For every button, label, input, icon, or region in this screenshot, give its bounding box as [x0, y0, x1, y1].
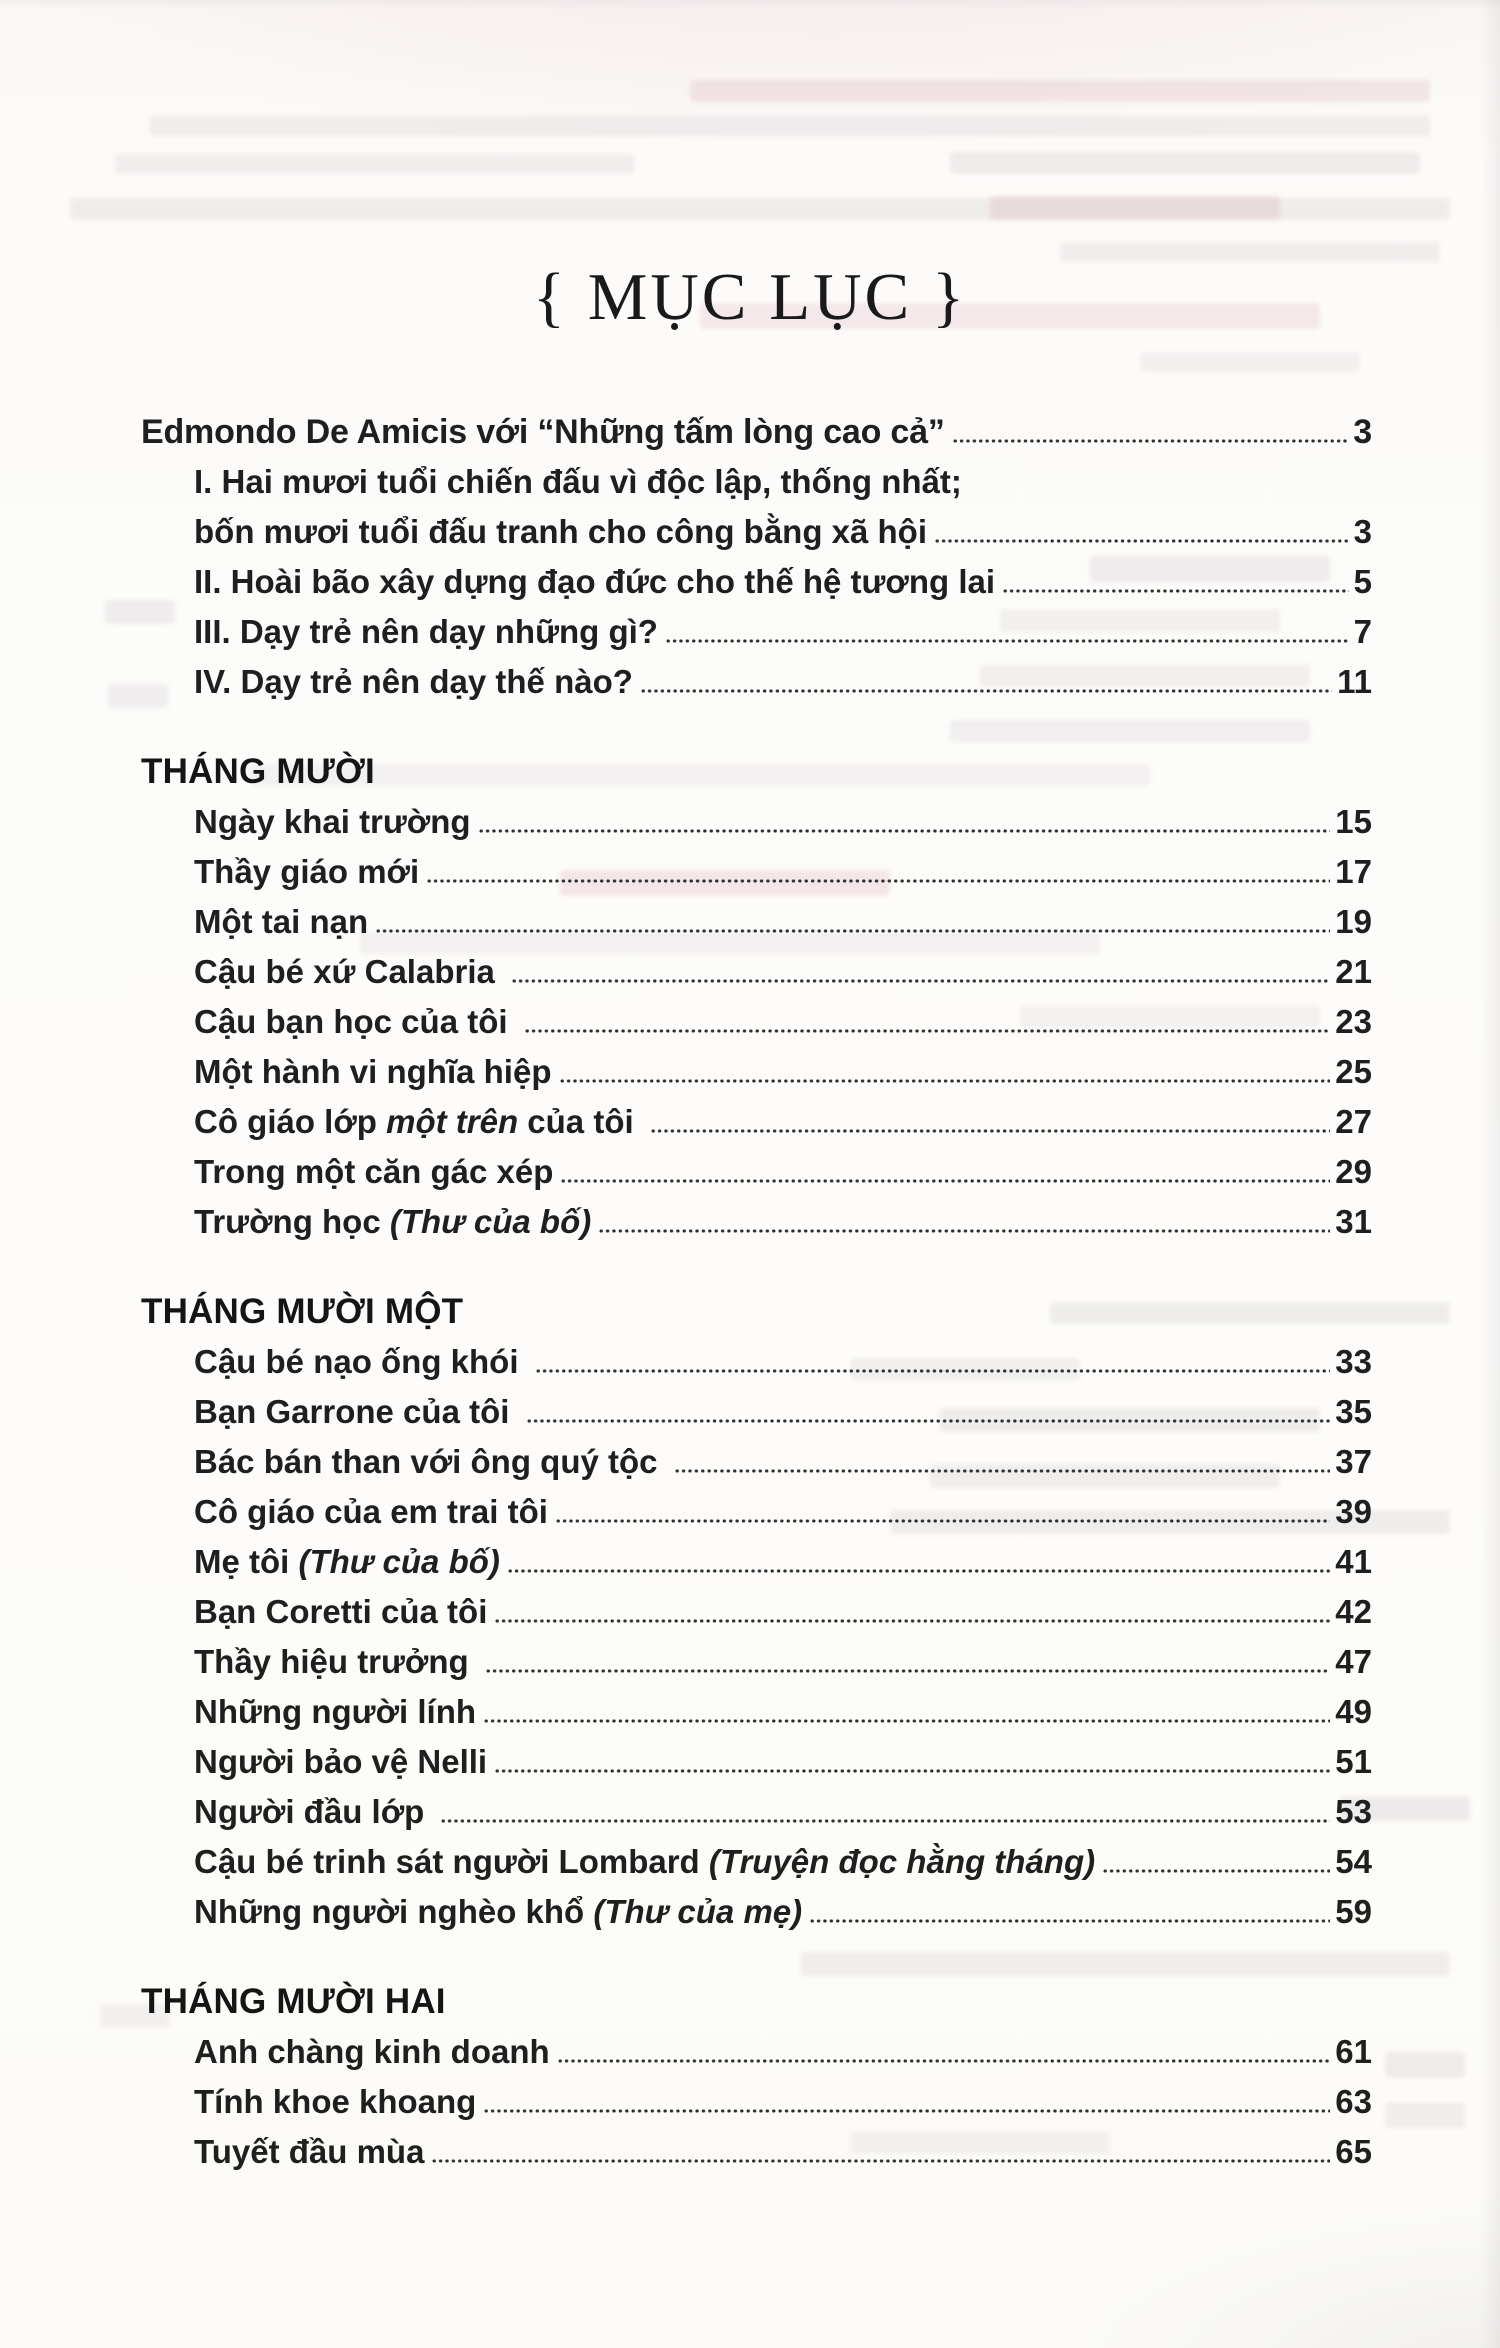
toc-entry [141, 1837, 1372, 1887]
toc-entry-label: Người đầu lớp [194, 1793, 434, 1830]
dotted-leader [486, 1669, 1330, 1673]
toc-entry-label: Trường học [194, 1203, 390, 1240]
toc-entry [141, 847, 1372, 897]
toc-entry [141, 557, 1372, 607]
toc-entry-label: Cậu bé xứ Calabria [194, 953, 505, 990]
toc-entry-page-number: 53 [1335, 1793, 1372, 1830]
toc-entry-label: Những người nghèo khổ [194, 1893, 594, 1930]
toc-entry-label: Trong một căn gác xép [194, 1153, 554, 1190]
toc-entry-page-number: 31 [1335, 1203, 1372, 1240]
ghost-text-smudge [1385, 2102, 1465, 2128]
toc-entry-page-number: 47 [1335, 1643, 1372, 1680]
dotted-leader [1103, 1869, 1330, 1873]
toc-entry-page-number: 65 [1335, 2133, 1372, 2170]
toc-entry-page-number: 39 [1335, 1493, 1372, 1530]
toc-entry-label: III. Dạy trẻ nên dạy những gì? [194, 613, 658, 650]
dotted-leader [641, 689, 1332, 693]
dotted-leader [484, 2109, 1330, 2113]
dotted-leader [599, 1229, 1330, 1233]
toc-entry-label: Cậu bé nạo ống khói [194, 1343, 528, 1380]
toc-entry-page-number: 33 [1335, 1343, 1372, 1380]
dotted-leader [479, 829, 1331, 833]
toc-entry-label: Edmondo De Amicis với “Những tấm lòng cao cả” [141, 413, 945, 451]
toc-entry [141, 1637, 1372, 1687]
toc-entry [141, 657, 1372, 707]
dotted-leader [527, 1419, 1331, 1423]
toc-entry [141, 897, 1372, 947]
toc-entry-label-italic: (Thư của bố) [389, 1203, 592, 1240]
toc-entry-label: Bạn Garrone của tôi [194, 1393, 519, 1430]
toc-entry [141, 1787, 1372, 1837]
toc-entry-page-number: 3 [1353, 413, 1372, 451]
dotted-leader [427, 879, 1330, 883]
toc-entry-label: Cậu bé trinh sát người Lombard [194, 1843, 709, 1880]
toc-entry [141, 1737, 1372, 1787]
page-title: { MỤC LỤC } [532, 259, 968, 334]
toc-entry [141, 1047, 1372, 1097]
dotted-leader [376, 929, 1330, 933]
toc-entry-wrapped-line: I. Hai mươi tuổi chiến đấu vì độc lập, thống nhất; [194, 463, 962, 500]
toc-entry-page-number: 25 [1335, 1053, 1372, 1090]
toc-entry [141, 1887, 1372, 1937]
dotted-leader [536, 1369, 1331, 1373]
toc-entry [141, 1687, 1372, 1737]
toc-entry [141, 797, 1372, 847]
toc-entry-page-number: 19 [1335, 903, 1372, 940]
toc-entry-page-number: 5 [1353, 563, 1372, 600]
dotted-leader [560, 1079, 1331, 1083]
toc-entry [141, 1197, 1372, 1247]
toc-entry-label: Một tai nạn [194, 903, 369, 940]
toc-entry [141, 1147, 1372, 1197]
dotted-leader [432, 2159, 1330, 2163]
toc-entry-page-number: 41 [1335, 1543, 1372, 1580]
toc-entry-label-italic: (Truyện đọc hằng tháng) [708, 1843, 1096, 1880]
toc-entry-label-italic: một trên [386, 1103, 519, 1140]
toc-entry [141, 1097, 1372, 1147]
dotted-leader [441, 1819, 1330, 1823]
dotted-leader [953, 439, 1349, 443]
toc-entry-label-italic: (Thư của bố) [298, 1543, 500, 1580]
dotted-leader [675, 1469, 1331, 1473]
toc-entry-page-number: 35 [1335, 1393, 1372, 1430]
toc-entry-label: IV. Dạy trẻ nên dạy thế nào? [194, 663, 633, 700]
toc-entry-label: Bạn Coretti của tôi [194, 1593, 488, 1630]
ghost-text-smudge [1140, 352, 1360, 372]
toc-entry [141, 1437, 1372, 1487]
toc-entry [141, 997, 1372, 1047]
toc-entry-label: Thầy hiệu trưởng [194, 1643, 478, 1680]
toc-entry-page-number: 49 [1335, 1693, 1372, 1730]
ghost-text-smudge [690, 80, 1430, 102]
toc-entry-page-number: 29 [1335, 1153, 1372, 1190]
toc-entry [141, 1337, 1372, 1387]
ghost-text-smudge [1385, 2052, 1465, 2078]
toc-entry-page-number: 3 [1353, 513, 1372, 550]
dotted-leader [810, 1919, 1330, 1923]
toc-entry-page-number: 11 [1337, 663, 1372, 700]
toc-entry-label-italic: (Thư của mẹ) [593, 1893, 803, 1930]
dotted-leader [495, 1619, 1330, 1623]
table-of-contents [141, 407, 1372, 2177]
toc-entry-label: Anh chàng kinh doanh [194, 2033, 550, 2070]
toc-entry-label: II. Hoài bão xây dựng đạo đức cho thế hệ tương lai [194, 563, 996, 600]
toc-entry-label: Ngày khai trường [194, 803, 471, 840]
toc-heading-entry [141, 407, 1372, 457]
toc-entry-page-number: 23 [1335, 1003, 1372, 1040]
dotted-leader [1003, 589, 1349, 593]
toc-entry-page-number: 42 [1335, 1593, 1372, 1630]
toc-entry-label: Tính khoe khoang [194, 2083, 477, 2120]
toc-entry-label-post: của tôi [518, 1103, 643, 1140]
dotted-leader [484, 1719, 1330, 1723]
toc-entry-label: Một hành vi nghĩa hiệp [194, 1053, 552, 1090]
dotted-leader [495, 1769, 1330, 1773]
dotted-leader [666, 639, 1349, 643]
toc-entry-page-number: 21 [1335, 953, 1372, 990]
ghost-text-smudge [950, 152, 1420, 174]
section-header: THÁNG MƯỜI [141, 752, 375, 791]
toc-entry-label: Tuyết đầu mùa [194, 2133, 425, 2170]
dotted-leader [651, 1129, 1330, 1133]
ghost-text-smudge [990, 196, 1280, 220]
toc-entry [141, 2077, 1372, 2127]
toc-entry-label: Mẹ tôi [194, 1543, 299, 1580]
toc-entry-page-number: 59 [1335, 1893, 1372, 1930]
dotted-leader [558, 2059, 1331, 2063]
toc-entry-label: Cô giáo của em trai tôi [194, 1493, 548, 1530]
toc-entry-label: bốn mươi tuổi đấu tranh cho công bằng xã hội [194, 513, 928, 550]
dotted-leader [556, 1519, 1330, 1523]
toc-entry-label: Thầy giáo mới [194, 853, 420, 890]
toc-entry-page-number: 15 [1335, 803, 1372, 840]
toc-entry [141, 507, 1372, 557]
toc-entry [141, 1587, 1372, 1637]
dotted-leader [525, 1029, 1331, 1033]
toc-entry [141, 1487, 1372, 1537]
toc-entry-label: Những người lính [194, 1693, 477, 1730]
toc-entry [141, 2027, 1372, 2077]
toc-entry [141, 607, 1372, 657]
toc-entry-page-number: 37 [1335, 1443, 1372, 1480]
ghost-text-smudge [1060, 242, 1440, 262]
toc-entry-label: Cậu bạn học của tôi [194, 1003, 517, 1040]
toc-entry-page-number: 63 [1335, 2083, 1372, 2120]
toc-entry-page-number: 54 [1335, 1843, 1372, 1880]
section-header: THÁNG MƯỜI MỘT [141, 1292, 464, 1331]
toc-entry-page-number: 51 [1335, 1743, 1372, 1780]
toc-entry-page-number: 61 [1335, 2033, 1372, 2070]
ghost-text-smudge [115, 154, 635, 174]
dotted-leader [935, 539, 1349, 543]
toc-entry-label: Bác bán than với ông quý tộc [194, 1443, 667, 1480]
toc-entry [141, 1387, 1372, 1437]
toc-entry [141, 2127, 1372, 2177]
toc-entry-label: Người bảo vệ Nelli [194, 1743, 488, 1780]
dotted-leader [512, 979, 1330, 983]
toc-entry-page-number: 17 [1335, 853, 1372, 890]
section-header: THÁNG MƯỜI HAI [141, 1982, 446, 2021]
toc-entry [141, 1537, 1372, 1587]
ghost-text-smudge [150, 116, 1430, 136]
dotted-leader [561, 1179, 1330, 1183]
toc-entry-page-number: 7 [1353, 613, 1372, 650]
toc-entry-label: Cô giáo lớp [194, 1103, 387, 1140]
toc-entry [141, 947, 1372, 997]
toc-entry-page-number: 27 [1335, 1103, 1372, 1140]
dotted-leader [508, 1569, 1330, 1573]
